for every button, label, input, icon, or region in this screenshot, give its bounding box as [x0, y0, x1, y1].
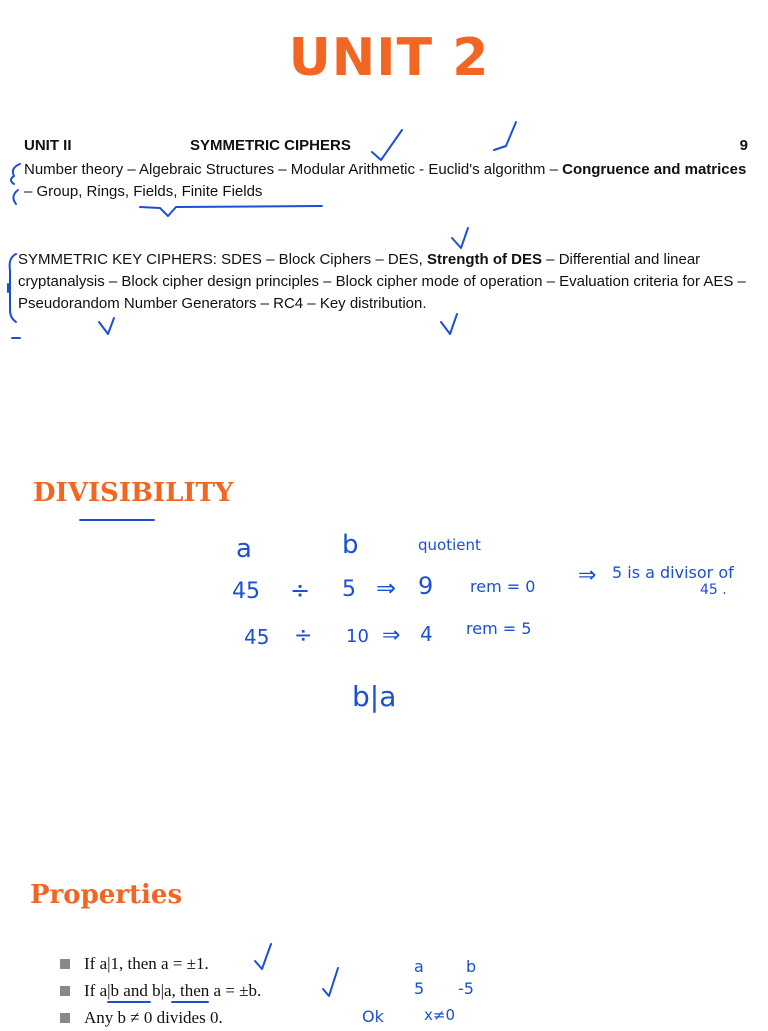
property-text: If a|b and b|a, then a = ±b. [84, 980, 262, 1000]
annotation-text: Ok [362, 1007, 384, 1024]
annotation-text: rem = 5 [466, 619, 532, 638]
annotation-text: ⇒ [376, 574, 397, 602]
annotation-text: ⇒ [578, 563, 597, 588]
unit-label: UNIT II [24, 137, 72, 154]
annotation-text: a [236, 534, 252, 564]
para1-text-d: Congruence and matrices [562, 161, 747, 178]
annotation-text: a [414, 957, 424, 976]
bracket-mark [11, 164, 20, 184]
para1-text-b: Arithmetic [348, 161, 416, 178]
square-bullet-icon [60, 1013, 70, 1023]
unit-hours: 9 [739, 137, 748, 154]
annotation-text: ÷ [290, 576, 311, 604]
page-title: UNIT 2 [288, 28, 490, 88]
annotation-text: -5 [458, 979, 474, 998]
property-text: Any b ≠ 0 divides 0. [84, 1007, 223, 1027]
para2-text-a: SYMMETRIC KEY CIPHERS: SDES – Block Ciphers – DES, [18, 251, 428, 268]
annotation-text: b [342, 530, 359, 560]
syllabus-paragraph-2 [18, 249, 750, 315]
para1-text-e: – Group, Rings, Fields, Finite Fields [24, 183, 263, 200]
annotation-text: b [466, 957, 477, 976]
divisibility-heading: DIVISIBILITY [33, 478, 234, 508]
annotation-text: ⇒ [382, 623, 401, 648]
list-item [60, 1004, 560, 1031]
annotation-text: b|a [352, 680, 397, 713]
annotation-text: ÷ [294, 623, 313, 648]
para2-text-b: Strength of DES [427, 251, 543, 268]
checkmark-icon [99, 318, 114, 334]
annotation-text: rem = 0 [470, 577, 536, 596]
para1-text-a: Number theory – Algebraic Structures – Modular [24, 161, 349, 178]
bracket-mark [13, 190, 18, 204]
annotation-text: 45 [244, 625, 270, 649]
para1-text-c: - Euclid's algorithm – [415, 161, 563, 178]
checkmark-icon [452, 228, 468, 248]
syllabus-header [24, 137, 748, 154]
annotation-text: 9 [418, 572, 434, 600]
annotation-text: 5 [342, 577, 356, 602]
annotation-text: 4 [420, 622, 433, 646]
annotation-text: 10 [346, 626, 369, 647]
syllabus-paragraph-1 [24, 159, 750, 203]
annotation-text: x≠0 [424, 1006, 455, 1024]
square-bullet-icon [60, 986, 70, 996]
checkmark-icon [441, 314, 457, 334]
annotation-text: quotient [418, 536, 481, 554]
list-item [60, 977, 560, 1004]
annotation-text: 5 [414, 979, 425, 998]
list-item [60, 950, 560, 977]
para2-text-c: – Differential and linear cryptanalysis – Block cipher design principles – Block cipher mode of operation – Evaluation criteria for AES – Pseudorandom Number Generators – RC4 – Key distribution. [18, 251, 746, 312]
unit-topic: SYMMETRIC CIPHERS [190, 137, 351, 154]
property-text: If a|1, then a = ±1. [84, 953, 209, 973]
annotation-text: 45 [232, 579, 260, 604]
square-bullet-icon [60, 959, 70, 969]
bracket-mark [10, 254, 16, 322]
annotation-text: 45 . [700, 582, 727, 598]
annotation-text: 5 is a divisor of [612, 563, 734, 582]
underline-mark [140, 206, 322, 216]
properties-heading: Properties [30, 880, 183, 910]
properties-list [60, 950, 560, 1031]
